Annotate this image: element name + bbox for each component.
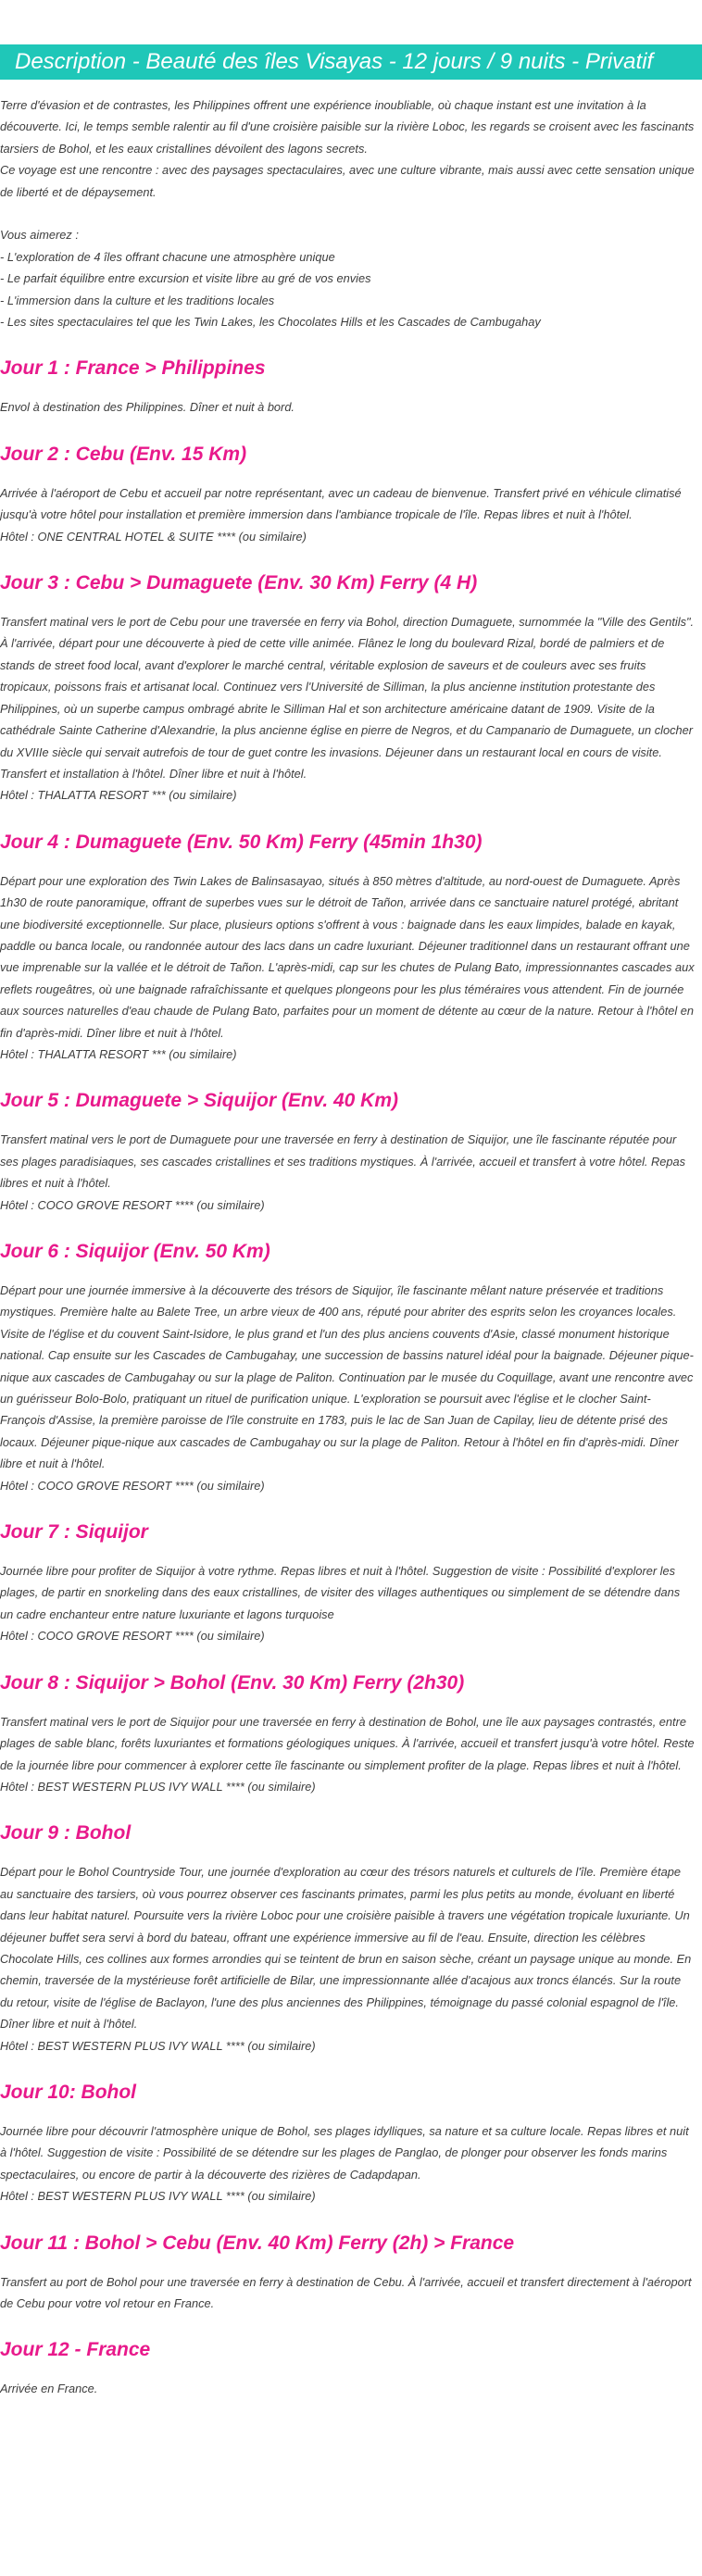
day-paragraph: Départ pour une journée immersive à la découverte des trésors de Siquijor, île fascinante mêlant nature préservée et traditions mystiques. Première halte au Balete Tree, un arbre vieux de 400 ans, réputé pour abriter des esprits selon les croyances locales. Visite de l'église et du couvent Saint-Isidore, le plus grand et l'un des plus anciens couvents d'Asie, classé monument historique national. Cap ensuite sur les Cascades de Cambugahay, une succession de bassins naturel idéal pour la baignade. Déjeuner pique-nique aux cascades de Cambugahay ou sur la plage de Paliton. Continuation par le musée du Coquillage, avant une rencontre avec un guérisseur Bolo-Bolo, pratiquant un rituel de purification unique. L'exploration se poursuit avec l'église et le clocher Saint-François d'Assise, la première paroisse de l'île construite en 1783, puis le lac de San Juan de Capilay, lieu de détente prisé des locaux. Déjeuner pique-nique aux cascades de Cambugahay ou sur la plage de Paliton. Retour à l'hôtel en fin d'après-midi. Dîner libre et nuit à l'hôtel. — [0, 1283, 694, 1471]
highlight-item: - L'immersion dans la culture et les traditions locales — [0, 293, 275, 307]
hotel-info: Hôtel : BEST WESTERN PLUS IVY WALL **** (ou similaire) — [0, 2189, 316, 2204]
hotel-info: Hôtel : COCO GROVE RESORT **** (ou similaire) — [0, 1629, 265, 1644]
day-description — [0, 870, 695, 1066]
day-paragraph: Arrivée en France. — [0, 2382, 98, 2396]
day-description — [0, 2271, 695, 2315]
day-section — [0, 440, 695, 547]
highlights-heading: Vous aimerez : — [0, 228, 79, 243]
title-spacer — [0, 1698, 695, 1711]
day-description — [0, 1560, 695, 1647]
day-paragraph: Journée libre pour profiter de Siquijor à votre rythme. Repas libres et nuit à l'hôtel. Suggestion de visite : Possibilité d'explorer les plages, de partir en snorkeling dans des eaux cristallines, de visiter des villages authentiques ou simplement de se détendre dans un cadre enchanteur entre nature luxuriante et lagons turquoise — [0, 1564, 681, 1621]
section-spacer — [0, 1647, 695, 1669]
intro-paragraph: Ce voyage est une rencontre : avec des paysages spectaculaires, avec une culture vibrante, mais aussi avec cette sensation unique de liberté et de dépaysement. — [0, 163, 695, 199]
day-paragraph: Départ pour une exploration des Twin Lakes de Balinsasayao, situés à 850 mètres d'altitude, au nord-ouest de Dumaguete. Après 1h30 de route panoramique, offrant de superbes vues sur le détroit de Tañon, arrivée dans ce sanctuaire naturel protégé, abritant une biodiversité exceptionnelle. Sur place, plusieurs options s'offrent à vous : baignade dans les eaux limpides, balade en kayak, paddle ou banca locale, ou randonnée autour des lacs dans un cadre luxuriant. Déjeuner traditionnel dans un restaurant offrant une vue imprenable sur la vallée et le détroit de Tañon. L'après-midi, cap sur les chutes de Pulang Bato, impressionnantes cascades aux reflets rougeâtres, où une baignade rafraîchissante et quelques plongeons pour les plus téméraires vous attendent. Fin de journée aux sources naturelles d'eau chaude de Pulang Bato, parfaites pour un moment de détente au cœur de la nature. Retour à l'hôtel en fin d'après-midi. Dîner libre et nuit à l'hôtel. — [0, 873, 695, 1040]
day-title: Jour 2 : Cebu (Env. 15 Km) — [0, 443, 247, 465]
title-spacer — [0, 598, 695, 611]
day-section — [0, 1237, 695, 1496]
day-section — [0, 1669, 695, 1798]
title-spacer — [0, 383, 695, 396]
day-description — [0, 1861, 695, 2057]
day-description — [0, 1129, 695, 1216]
section-spacer — [0, 2207, 695, 2229]
day-title: Jour 7 : Siquijor — [0, 1521, 148, 1544]
description-content — [0, 94, 695, 2400]
section-spacer — [0, 1216, 695, 1237]
intro-paragraph: Terre d'évasion et de contrastes, les Philippines offrent une expérience inoubliable, où chaque instant est une invitation à la découverte. Ici, le temps semble ralentir au fil d'une croisière paisible sur la rivière Loboc, les regards se croisent avec les fascinants tarsiers de Bohol, et les eaux cristallines dévoilent des lagons secrets. — [0, 98, 695, 156]
hotel-info: Hôtel : THALATTA RESORT *** (ou similaire) — [0, 788, 237, 803]
day-section — [0, 2078, 695, 2207]
section-spacer — [0, 807, 695, 828]
title-spacer — [0, 2258, 695, 2271]
section-spacer — [0, 1797, 695, 1819]
hotel-info: Hôtel : ONE CENTRAL HOTEL & SUITE **** (ou similaire) — [0, 529, 307, 544]
day-title: Jour 11 : Bohol > Cebu (Env. 40 Km) Ferry (2h) > France — [0, 2232, 515, 2254]
title-banner — [0, 44, 702, 80]
day-title: Jour 3 : Cebu > Dumaguete (Env. 30 Km) Ferry (4 H) — [0, 572, 478, 594]
day-section — [0, 2335, 695, 2399]
day-section — [0, 569, 695, 807]
page-title: Description - Beauté des îles Visayas - 12 jours / 9 nuits - Privatif — [15, 49, 654, 74]
intro-blank-line — [0, 203, 695, 224]
day-description — [0, 2378, 695, 2399]
day-paragraph: Transfert matinal vers le port de Siquijor pour une traversée en ferry à destination de Bohol, une île aux paysages contrastés, entre plages de sable blanc, forêts luxuriantes et formations géologiques uniques. À l'arrivée, accueil et transfert jusqu'à votre hôtel. Reste de la journée libre pour commencer à explorer cette île fascinante ou simplement profiter de la plage. Repas libres et nuit à l'hôtel. — [0, 1714, 695, 1772]
hotel-info: Hôtel : BEST WESTERN PLUS IVY WALL **** (ou similaire) — [0, 1779, 316, 1794]
day-title: Jour 1 : France > Philippines — [0, 357, 266, 380]
title-spacer — [0, 857, 695, 870]
hotel-info: Hôtel : COCO GROVE RESORT **** (ou similaire) — [0, 1197, 265, 1212]
title-spacer — [0, 1848, 695, 1861]
day-description — [0, 396, 695, 418]
itinerary-days — [0, 332, 695, 2399]
day-title: Jour 6 : Siquijor (Env. 50 Km) — [0, 1241, 270, 1263]
section-spacer — [0, 547, 695, 569]
highlight-item: - Le parfait équilibre entre excursion et visite libre au gré de vos envies — [0, 271, 371, 286]
title-spacer — [0, 1116, 695, 1129]
title-spacer — [0, 469, 695, 482]
section-spacer — [0, 332, 695, 354]
day-description — [0, 1711, 695, 1798]
title-spacer — [0, 2365, 695, 2378]
day-title: Jour 8 : Siquijor > Bohol (Env. 30 Km) Ferry (2h30) — [0, 1671, 465, 1694]
title-spacer — [0, 1267, 695, 1280]
day-section — [0, 1819, 695, 2057]
day-description — [0, 2120, 695, 2207]
section-spacer — [0, 1496, 695, 1518]
section-spacer — [0, 2314, 695, 2335]
highlight-item: - L'exploration de 4 îles offrant chacune une atmosphère unique — [0, 249, 335, 264]
day-title: Jour 10: Bohol — [0, 2081, 137, 2103]
day-section — [0, 2229, 695, 2315]
section-spacer — [0, 419, 695, 440]
day-description — [0, 1280, 695, 1496]
day-paragraph: Transfert matinal vers le port de Cebu pour une traversée en ferry via Bohol, direction Dumaguete, surnommée la "Ville des Gentils". À l'arrivée, départ pour une découverte à pied de cette ville animée. Flânez le long du boulevard Rizal, bordé de palmiers et de stands de street food local, avant d'explorer le marché central, véritable explosion de saveurs et de couleurs avec ses fruits tropicaux, poissons frais et artisanat local. Continuez vers l'Université de Silliman, la plus ancienne institution protestante des Philippines, où un superbe campus ombragé abrite le Silliman Hal et son architecture américaine datant de 1909. Visite de la cathédrale Sainte Catherine d'Alexandrie, la plus ancienne église en pierre de Negros, et du Campanario de Dumaguete, un clocher du XVIIIe siècle qui servait autrefois de tour de guet contre les invasions. Déjeuner dans un restaurant local en cours de visite. Transfert et installation à l'hôtel. Dîner libre et nuit à l'hôtel. — [0, 615, 695, 781]
hotel-info: Hôtel : THALATTA RESORT *** (ou similaire) — [0, 1046, 237, 1061]
day-description — [0, 611, 695, 807]
intro-section — [0, 94, 695, 332]
title-spacer — [0, 2107, 695, 2120]
day-paragraph: Transfert au port de Bohol pour une traversée en ferry à destination de Cebu. À l'arrivée, accueil et transfert directement à l'aéroport de Cebu pour votre vol retour en France. — [0, 2274, 692, 2311]
day-section — [0, 354, 695, 418]
day-paragraph: Journée libre pour découvrir l'atmosphère unique de Bohol, ses plages idylliques, sa nature et sa culture locale. Repas libres et nuit à l'hôtel. Suggestion de visite : Possibilité de se détendre sur les plages de Panglao, de plonger pour observer les fonds marins spectaculaires, ou encore de partir à la découverte des rizières de Cadapdapan. — [0, 2123, 689, 2182]
day-paragraph: Départ pour le Bohol Countryside Tour, une journée d'exploration au cœur des trésors naturels et culturels de l'île. Première étape au sanctuaire des tarsiers, où vous pourrez observer ces fascinants primates, parmi les plus petits au monde, évoluant en liberté dans leur habitat naturel. Poursuite vers la rivière Loboc pour une croisière paisible à travers une végétation tropicale luxuriante. Un déjeuner buffet sera servi à bord du bateau, offrant une expérience immersive au fil de l'eau. Ensuite, direction les célèbres Chocolate Hills, ces collines aux formes arrondies qui se teintent de brun en saison sèche, créant un paysage unique au monde. En chemin, traversée de la mystérieuse forêt artificielle de Bilar, une impressionnante allée d'acajous aux troncs élancés. Sur la route du retour, visite de l'église de Baclayon, l'une des plus anciennes des Philippines, témoignage du passé colonial espagnol de l'île. Dîner libre et nuit à l'hôtel. — [0, 1865, 692, 2032]
day-section — [0, 828, 695, 1066]
hotel-info: Hôtel : COCO GROVE RESORT **** (ou similaire) — [0, 1478, 265, 1493]
section-spacer — [0, 2057, 695, 2078]
highlight-item: - Les sites spectaculaires tel que les Twin Lakes, les Chocolates Hills et les Cascades de Cambugahay — [0, 315, 541, 330]
day-section — [0, 1086, 695, 1216]
section-spacer — [0, 1065, 695, 1086]
day-title: Jour 12 - France — [0, 2339, 151, 2361]
day-paragraph: Transfert matinal vers le port de Dumaguete pour une traversée en ferry à destination de Siquijor, une île fascinante réputée pour ses plages paradisiaques, ses cascades cristallines et ses traditions mystiques. À l'arrivée, accueil et transfert à votre hôtel. Repas libres et nuit à l'hôtel. — [0, 1132, 686, 1191]
day-description — [0, 482, 695, 547]
day-title: Jour 5 : Dumaguete > Siquijor (Env. 40 Km) — [0, 1090, 399, 1112]
day-paragraph: Envol à destination des Philippines. Dîner et nuit à bord. — [0, 400, 295, 415]
day-title: Jour 9 : Bohol — [0, 1822, 132, 1844]
hotel-info: Hôtel : BEST WESTERN PLUS IVY WALL **** (ou similaire) — [0, 2038, 316, 2053]
day-title: Jour 4 : Dumaguete (Env. 50 Km) Ferry (45min 1h30) — [0, 831, 483, 853]
day-section — [0, 1518, 695, 1647]
title-spacer — [0, 1547, 695, 1560]
day-paragraph: Arrivée à l'aéroport de Cebu et accueil par notre représentant, avec un cadeau de bienvenue. Transfert privé en véhicule climatisé jusqu'à votre hôtel pour installation et première immersion dans l'ambiance tropicale de l'île. Repas libres et nuit à l'hôtel. — [0, 485, 682, 522]
